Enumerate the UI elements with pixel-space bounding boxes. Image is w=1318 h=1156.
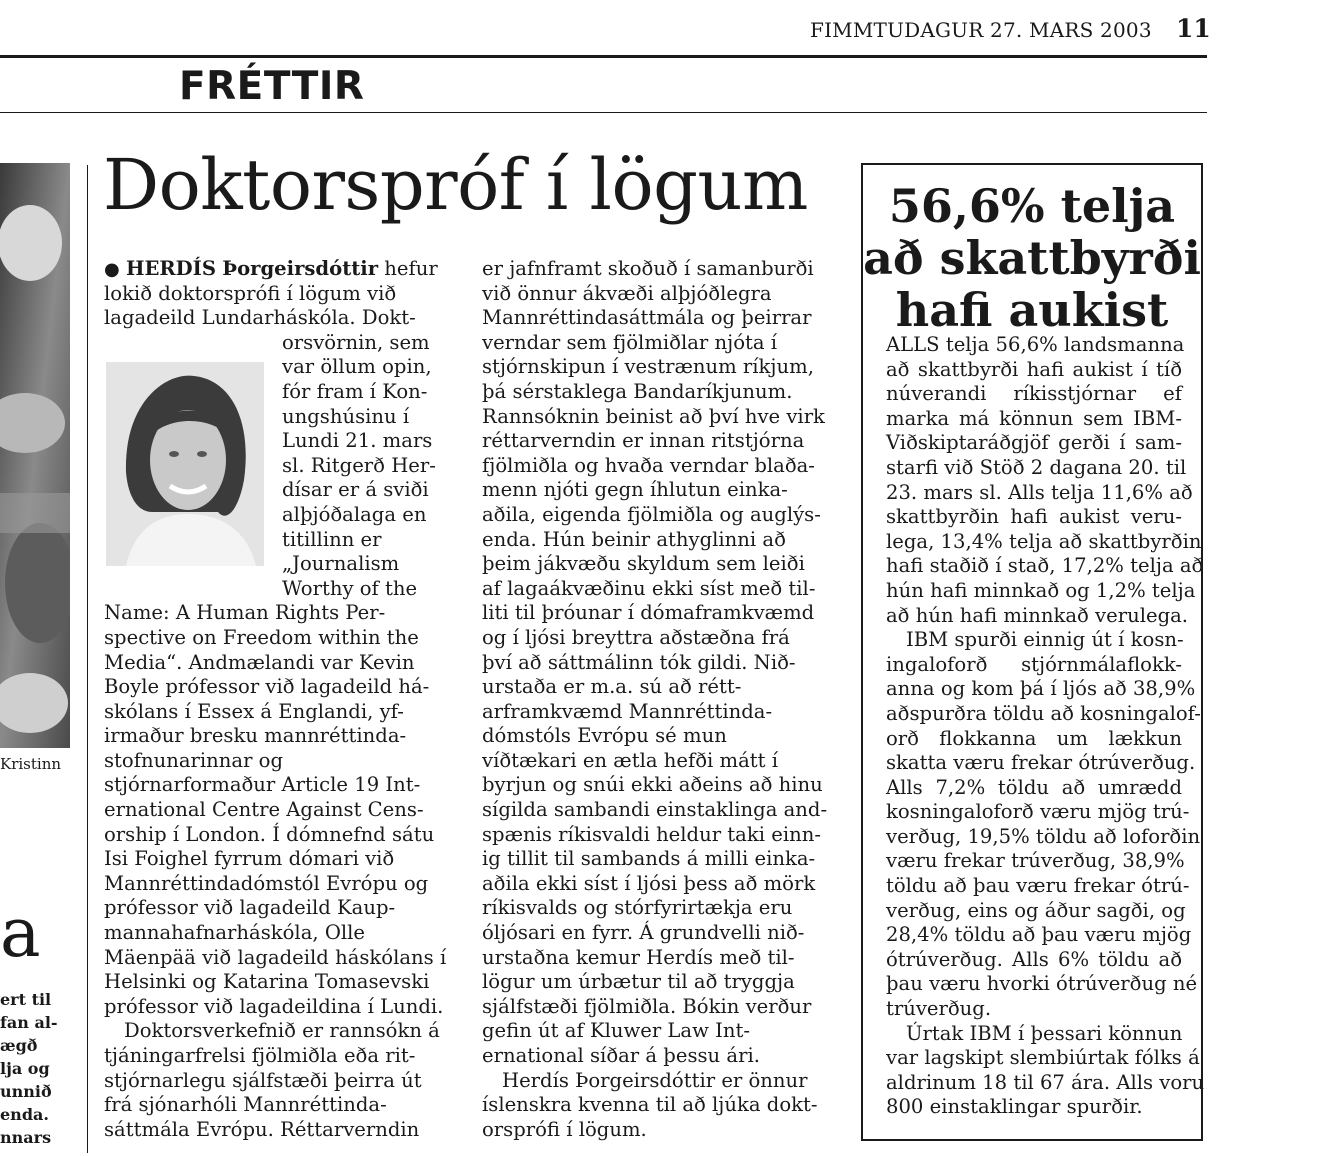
text-line: verndar sem fjölmiðlar njóta í [482, 330, 778, 354]
byline-surname: Þorgeirsdóttir [222, 257, 379, 280]
text-line: Mannréttindadómstól Evrópu og [104, 871, 429, 895]
text-line: þá sérstaklega Bandaríkjunum. [482, 379, 793, 403]
text-line: þeim jákvæðu skyldum sem leiði [482, 552, 805, 576]
text-line: Herdís Þorgeirsdóttir er önnur [502, 1068, 808, 1092]
text-line: anna og kom þá í ljós að 38,9% [886, 677, 1196, 701]
headline-line: að skattbyrði [863, 231, 1201, 285]
cropped-photo [0, 163, 70, 748]
text-line: þau væru hvorki ótrúverðug né [886, 972, 1198, 996]
text-line: mannahafnarháskóla, Olle [104, 921, 366, 945]
byline-line [104, 257, 446, 282]
previous-article-fragment [0, 988, 60, 1149]
text-line: arframkvæmd Mannréttinda- [482, 699, 773, 723]
text-line: liti til þróunar í dómaframkvæmd [482, 601, 815, 625]
text-line: sáttmála Evrópu. Réttarverndin [104, 1117, 420, 1141]
text-line: 28,4% töldu að þau væru mjög [886, 923, 1192, 947]
header-rule [0, 55, 1207, 58]
text-line: töldu að þau væru frekar ótrú- [886, 874, 1190, 898]
text-line: stofnunarinnar og [104, 748, 284, 772]
text-line: urstaðna kemur Herdís með til- [482, 945, 795, 969]
text-line: starfi við Stöð 2 dagana 20. til [886, 455, 1187, 479]
text-line: Alls 7,2% töldu að umrædd [886, 775, 1182, 799]
text-line: víðtækari en ætla hefði mátt í [482, 748, 779, 772]
text-line: ríkisvalds og stórfyrirtækja eru [482, 896, 793, 920]
text-line: lagadeild Lundarháskóla. Dokt- [104, 306, 416, 330]
text-line: stjórnskipun í vestrænum ríkjum, [482, 355, 814, 379]
photo-credit: Kristinn [0, 755, 62, 773]
text-line: ungshúsinu í [282, 404, 410, 428]
text-line: byrjun og snúi ekki aðeins að hinu [482, 773, 823, 797]
text-line: að hún hafi minnkað verulega. [886, 603, 1189, 627]
text-line: Viðskiptaráðgjöf gerði í sam- [886, 431, 1182, 455]
text-line: var öllum opin, [282, 355, 432, 379]
section-rule [0, 112, 1207, 113]
text-line: við önnur ákvæði alþjóðlegra [482, 281, 772, 305]
text-line: verðug, 19,5% töldu að loforðin [886, 824, 1201, 848]
text-line: sjálfstæði fjölmiðla. Bókin verður [482, 994, 812, 1018]
text-line: óljósari en fyrr. Á grundvelli nið- [482, 921, 805, 945]
text-line: sígilda sambandi einstaklinga and- [482, 798, 828, 822]
text-line: ig tillit til sambands á milli einka- [482, 847, 816, 871]
text-line: Isi Foighel fyrrum dómari við [104, 847, 395, 871]
text-line: Helsinki og Katarina Tomasevski [104, 970, 430, 994]
text-line: Rannsóknin beinist að því hve virk [482, 404, 825, 428]
text-line: tjáningarfrelsi fjölmiðla eða rit- [104, 1044, 416, 1067]
text-line: enda. Hún beinir athyglinni að [482, 527, 786, 551]
text-line: lja og [0, 1059, 50, 1078]
text-line: orsvörnin, sem [282, 330, 430, 354]
text-line: lega, 13,4% telja að skattbyrðin [886, 529, 1202, 553]
text-line: Mäenpää við lagadeild háskólans í [104, 945, 447, 969]
text-line: menn njóti gegn íhlutun einka- [482, 478, 788, 502]
text-line: lokið doktorsprófi í lögum við [104, 281, 397, 305]
text-line: trúverðug. [886, 997, 992, 1021]
issue-date: FIMMTUDAGUR 27. MARS 2003 [810, 18, 1152, 42]
text-line: ernational síðar á þessu ári. [482, 1044, 760, 1067]
text-line: verðug, eins og áður sagði, og [886, 898, 1186, 922]
box-headline [861, 180, 1203, 336]
text-line: Úrtak IBM í þessari könnun [906, 1021, 1183, 1045]
text-line: réttarverndin er innan ritstjórna [482, 429, 805, 453]
text-line: skatta væru frekar ótrúverðug. [886, 751, 1196, 775]
text-line: lögur um úrbætur til að tryggja [482, 970, 795, 994]
text-line: aðila, eigenda fjölmiðla og auglýs- [482, 502, 821, 526]
text-line: orsprófi í lögum. [482, 1117, 647, 1141]
text-line: ægð [0, 1036, 38, 1055]
text-line: aldrinum 18 til 67 ára. Alls voru [886, 1070, 1205, 1094]
text-line: hafi staðið í stað, 17,2% telja að [886, 554, 1204, 578]
text-line: Name: A Human Rights Per- [104, 601, 386, 625]
box-body [886, 333, 1205, 1120]
text-line: unnið [0, 1082, 52, 1101]
text-line: sl. Ritgerð Her- [282, 453, 436, 477]
text-line: Boyle prófessor við lagadeild há- [104, 675, 430, 699]
text-line: nnars [0, 1128, 52, 1147]
text-line: að skattbyrði hafi aukist í tíð [886, 357, 1182, 381]
text-line: dómstóls Evrópu sé mun [482, 724, 727, 748]
text-line: er jafnframt skoðuð í samanburði [482, 257, 814, 280]
text-line: væru frekar trúverðug, 38,9% [886, 849, 1185, 873]
text-line: titillinn er [282, 527, 382, 551]
text-line: og í ljósi breyttra aðstæðna frá [482, 625, 790, 649]
text-line: af lagaákvæðinu ekki síst með til- [482, 576, 816, 600]
headline-line: 56,6% telja [888, 179, 1176, 233]
text-line: enda. [0, 1105, 49, 1124]
text-line: „Journalism [282, 552, 400, 576]
text-line: frá sjónarhóli Mannréttinda- [104, 1093, 387, 1117]
text-line: prófessor við lagadeildina í Lundi. [104, 994, 444, 1018]
text-line: ótrúverðug. Alls 6% töldu að [886, 947, 1182, 971]
text-line: stjórnarformaður Article 19 Int- [104, 773, 421, 797]
text-line: fan al- [0, 1013, 58, 1032]
article-headline: Doktorspróf í lögum [103, 144, 808, 226]
text-line: 23. mars sl. Alls telja 11,6% að [886, 480, 1193, 504]
text-line: stjórnarlegu sjálfstæði þeirra út [104, 1068, 422, 1092]
byline-name: HERDÍS [125, 257, 216, 280]
text-line: fjölmiðla og hvaða verndar blaða- [482, 453, 815, 477]
text-line: gefin út af Kluwer Law Int- [482, 1019, 750, 1043]
text-line: prófessor við lagadeild Kaup- [104, 896, 396, 920]
column-divider [87, 165, 88, 1153]
text-line: var lagskipt slembiúrtak fólks á [886, 1046, 1200, 1070]
text-line: ALLS telja 56,6% landsmanna [886, 333, 1185, 356]
text-line: spænis ríkisvaldi heldur taki einn- [482, 822, 821, 846]
text-line: alþjóðalaga en [282, 502, 427, 526]
text-line: dísar er á sviði [282, 478, 429, 502]
text-line: irmaður bresku mannréttinda- [104, 724, 407, 748]
bullet-icon: ● [104, 259, 120, 280]
page-number: 11 [1176, 14, 1211, 43]
text-line: ingaloforð stjórnmálaflokk- [886, 652, 1182, 676]
text-line: núverandi ríkisstjórnar ef [886, 382, 1182, 406]
text-line: hún hafi minnkað og 1,2% telja [886, 578, 1196, 602]
text-line: Media“. Andmælandi var Kevin [104, 650, 415, 674]
headline-line: hafi aukist [895, 283, 1169, 337]
text-line: hefur [378, 257, 438, 280]
text-line: orship í London. Í dómnefnd sátu [104, 822, 435, 846]
text-line: skattbyrðin hafi aukist veru- [886, 505, 1182, 529]
previous-headline-fragment: a [0, 894, 41, 973]
text-line: kosningaloforð væru mjög trú- [886, 800, 1190, 824]
text-line: orð flokkanna um lækkun [886, 726, 1182, 750]
text-line: ert til [0, 990, 52, 1009]
text-line: IBM spurði einnig út í kosn- [906, 628, 1184, 652]
text-line: íslenskra kvenna til að ljúka dokt- [482, 1093, 818, 1117]
text-line: Doktorsverkefnið er rannsókn á [124, 1019, 440, 1043]
text-line: því að sáttmálinn tók gildi. Nið- [482, 650, 796, 674]
text-line: aðspurðra töldu að kosningalof- [886, 701, 1201, 725]
section-title: FRÉTTIR [179, 64, 365, 109]
text-line: skólans í Essex á Englandi, yf- [104, 699, 404, 723]
article-column-1 [104, 257, 446, 1142]
article-column-2 [482, 257, 829, 1142]
text-line: spective on Freedom within the [104, 625, 419, 649]
text-line: ernational Centre Against Cens- [104, 798, 424, 822]
text-line: Lundi 21. mars [282, 429, 433, 453]
text-line: Mannréttindasáttmála og þeirrar [482, 306, 812, 330]
text-line: fór fram í Kon- [282, 379, 428, 403]
text-line: 800 einstaklingar spurðir. [886, 1095, 1143, 1119]
text-line: urstaða er m.a. sú að rétt- [482, 675, 742, 699]
text-line: marka má könnun sem IBM- [886, 406, 1182, 430]
text-line: Worthy of the [282, 576, 418, 600]
text-line: aðila ekki síst í ljósi þess að mörk [482, 871, 816, 895]
